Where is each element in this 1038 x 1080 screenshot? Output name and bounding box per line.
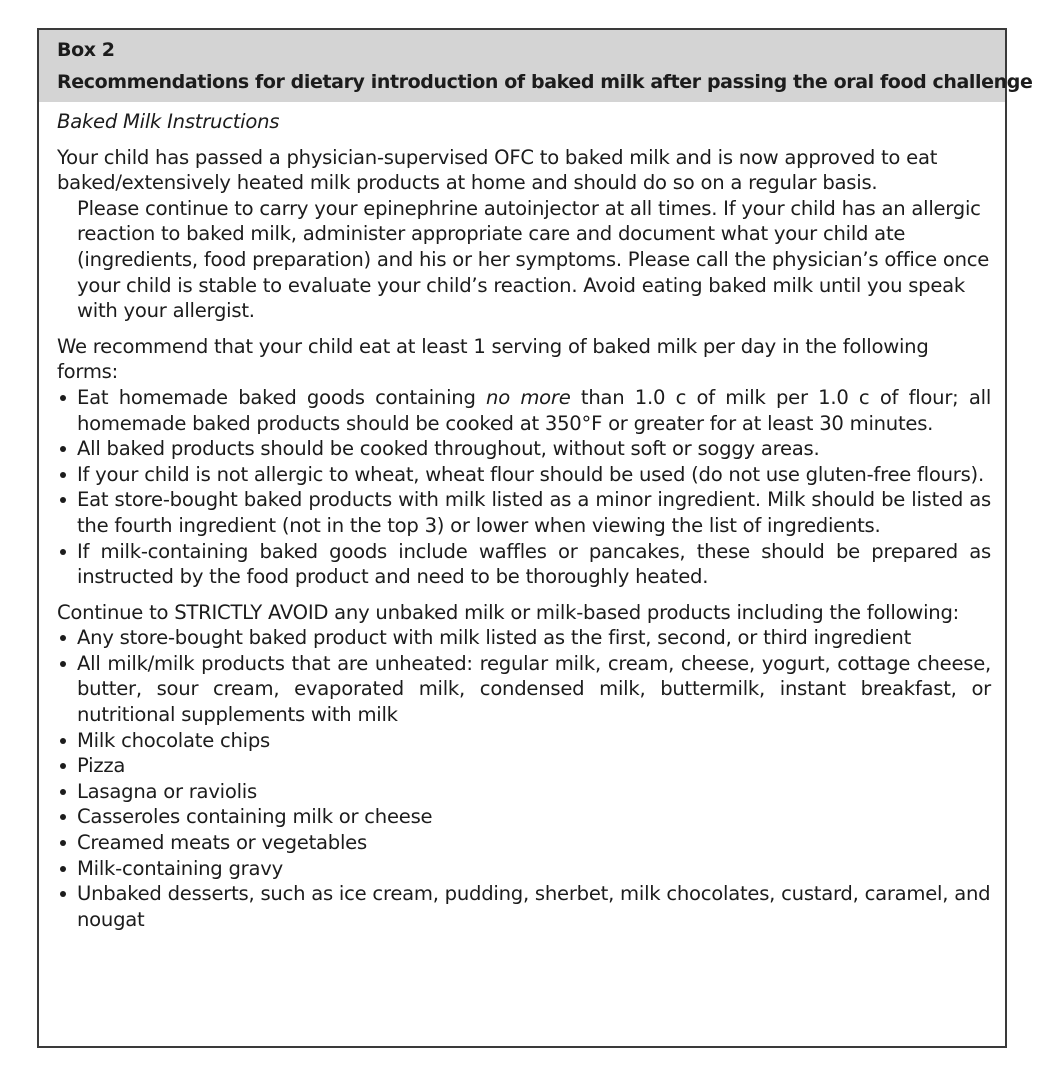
- list-item: [57, 385, 991, 436]
- intro-section: [57, 145, 991, 324]
- list-item: Casseroles containing milk or cheese: [57, 804, 991, 830]
- list-item-text: Eat homemade baked goods containing: [77, 385, 487, 409]
- box-content: [39, 102, 1005, 932]
- avoid-section: [57, 600, 991, 933]
- list-item-text: than 1.0 c of milk per 1.0 c of flour; all homemade baked products should be cooked at 350°F or greater for at least 30 minutes.: [77, 385, 992, 435]
- list-item: Creamed meats or vegetables: [57, 830, 991, 856]
- list-item: Any store-bought baked product with milk listed as the first, second, or third ingredient: [57, 625, 991, 651]
- box-label: Box 2: [57, 39, 115, 61]
- avoid-lead: Continue to STRICTLY AVOID any unbaked milk or milk-based products including the following:: [57, 600, 959, 624]
- list-item: All baked products should be cooked throughout, without soft or soggy areas.: [57, 436, 991, 462]
- section-subtitle: Baked Milk Instructions: [57, 110, 280, 133]
- list-item: Unbaked desserts, such as ice cream, pudding, sherbet, milk chocolates, custard, caramel, and nougat: [57, 881, 991, 932]
- list-item: Milk-containing gravy: [57, 856, 991, 882]
- list-item: If milk-containing baked goods include waffles or pancakes, these should be prepared as instructed by the food product and need to be thoroughly heated.: [57, 539, 991, 590]
- box-2: [37, 28, 1033, 1048]
- intro-paragraph-epinephrine: Please continue to carry your epinephrine autoinjector at all times. If your child has an allergic reaction to baked milk, administer appropriate care and document what your child ate (ingredients, food preparation) and his or her symptoms. Please call the physician’s office once your child is stable to evaluate your child’s reaction. Avoid eating baked milk until you speak with your allergist.: [77, 196, 990, 323]
- list-item: Milk chocolate chips: [57, 728, 991, 754]
- recommend-section: [57, 334, 991, 590]
- intro-paragraph-approval: Your child has passed a physician-supervised OFC to baked milk and is now approved to eat baked/extensively heated milk products at home and should do so on a regular basis.: [57, 145, 938, 195]
- box-header: [39, 30, 1033, 102]
- list-item-emphasis: no more: [486, 385, 571, 409]
- list-item: Eat store-bought baked products with milk listed as a minor ingredient. Milk should be listed as the fourth ingredient (not in the top 3) or lower when viewing the list of ingredients.: [57, 487, 991, 538]
- list-item: If your child is not allergic to wheat, wheat flour should be used (do not use gluten-free flours).: [57, 462, 991, 488]
- list-item: Pizza: [57, 753, 991, 779]
- list-item: Lasagna or raviolis: [57, 779, 991, 805]
- recommend-lead: We recommend that your child eat at least 1 serving of baked milk per day in the following forms:: [57, 334, 929, 384]
- list-item: All milk/milk products that are unheated: regular milk, cream, cheese, yogurt, cottage cheese, butter, sour cream, evaporated milk, condensed milk, buttermilk, instant breakfast, or nutritional supplements with milk: [57, 651, 991, 728]
- box-title: Recommendations for dietary introduction of baked milk after passing the oral food challenge: [57, 71, 1033, 93]
